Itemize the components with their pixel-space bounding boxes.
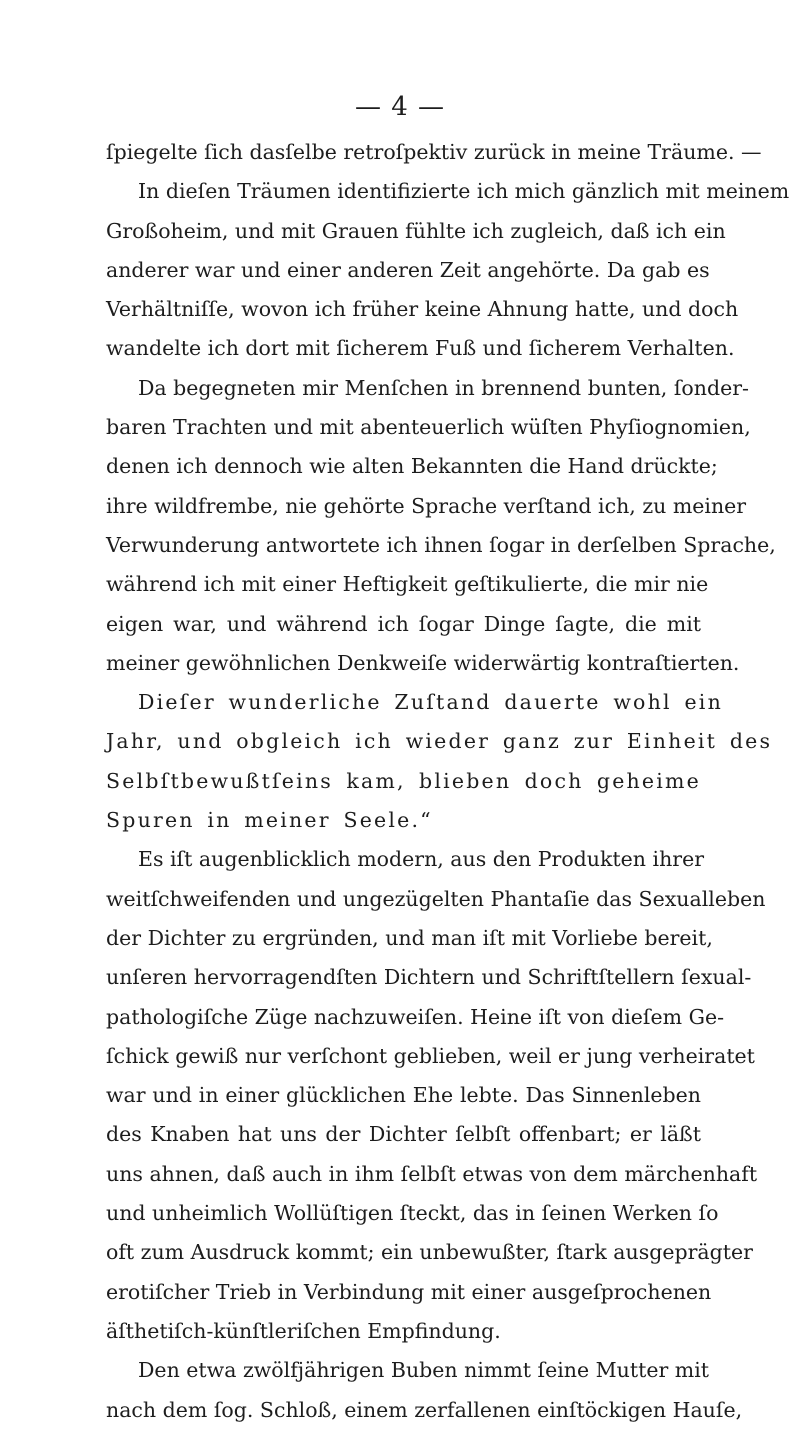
text-line: war und in einer glücklichen Ehe lebte. Das Sinnenleben	[106, 1083, 701, 1108]
text-line: baren Trachten und mit abenteuerlich wüſten Phyſiognomien,	[106, 415, 751, 440]
text-line: Jahr, und obgleich ich wieder ganz zur Einheit des	[106, 729, 773, 754]
text-line: Den etwa zwölfjährigen Buben nimmt ſeine Mutter mit	[138, 1358, 709, 1383]
text-line: eigen war, und während ich ſogar Dinge ſagte, die mit	[106, 611, 701, 636]
text-line: uns ahnen, daß auch in ihm ſelbſt etwas von dem märchenhaft	[106, 1161, 758, 1186]
text-line: Selbſtbewußtſeins kam, blieben doch geheime	[106, 768, 701, 793]
text-line: Großoheim, und mit Grauen fühlte ich zugleich, daß ich ein	[106, 218, 726, 243]
text-line: Es iſt augenblicklich modern, aus den Produkten ihrer	[138, 847, 705, 872]
text-line: anderer war und einer anderen Zeit angehörte. Da gab es	[106, 257, 710, 282]
text-line: Spuren in meiner Seele.“	[106, 808, 433, 833]
text-line: nach dem ſog. Schloß, einem zerfallenen einſtöckigen Hauſe,	[106, 1397, 743, 1422]
text-line: erotiſcher Trieb in Verbindung mit einer ausgeſprochenen	[106, 1279, 712, 1304]
text-line: pathologiſche Züge nachzuweiſen. Heine iſt von dieſem Ge-	[106, 1004, 725, 1029]
text-line: ſchick gewiß nur verſchont geblieben, weil er jung verheiratet	[106, 1043, 755, 1068]
text-line: wandelte ich dort mit ſicherem Fuß und ſicherem Verhalten.	[106, 336, 735, 361]
text-line: ihre wildfrembe, nie gehörte Sprache verſtand ich, zu meiner	[106, 493, 747, 518]
text-line: oft zum Ausdruck kommt; ein unbewußter, ſtark ausgeprägter	[106, 1240, 753, 1265]
text-line: Dieſer wunderliche Zuſtand dauerte wohl ein	[138, 690, 723, 715]
text-line: unſeren hervorragendſten Dichtern und Schriftſtellern ſexual-	[106, 965, 752, 990]
text-line: Verwunderung antwortete ich ihnen ſogar in derſelben Sprache,	[106, 532, 776, 557]
text-line: In dieſen Träumen identifizierte ich mich gänzlich mit meinem	[138, 179, 790, 204]
text-line: denen ich dennoch wie alten Bekannten die Hand drückte;	[106, 454, 718, 479]
text-line: während ich mit einer Heftigkeit geſtikulierte, die mir nie	[106, 572, 709, 597]
text-line: der Dichter zu ergründen, und man iſt mit Vorliebe bereit,	[106, 925, 713, 950]
text-line: Da begegneten mir Menſchen in brennend bunten, ſonder-	[138, 375, 749, 400]
page-number-header: — 4 —	[354, 92, 446, 122]
text-line: und unheimlich Wollüſtigen ſteckt, das in ſeinen Werken ſo	[106, 1201, 719, 1226]
body-text	[106, 133, 790, 1430]
text-line: ſpiegelte ſich dasſelbe retroſpektiv zurück in meine Träume. —	[106, 140, 762, 164]
text-line: Verhältniſſe, wovon ich früher keine Ahnung hatte, und doch	[106, 297, 739, 322]
text-line: weitſchweifenden und ungezügelten Phantaſie das Sexualleben	[106, 886, 766, 911]
text-line: äſthetiſch-künſtleriſchen Empfindung.	[106, 1318, 501, 1343]
text-line: meiner gewöhnlichen Denkweiſe widerwärtig kontraſtierten.	[106, 650, 740, 675]
text-line: des Knaben hat uns der Dichter ſelbſt offenbart; er läßt	[106, 1122, 701, 1147]
